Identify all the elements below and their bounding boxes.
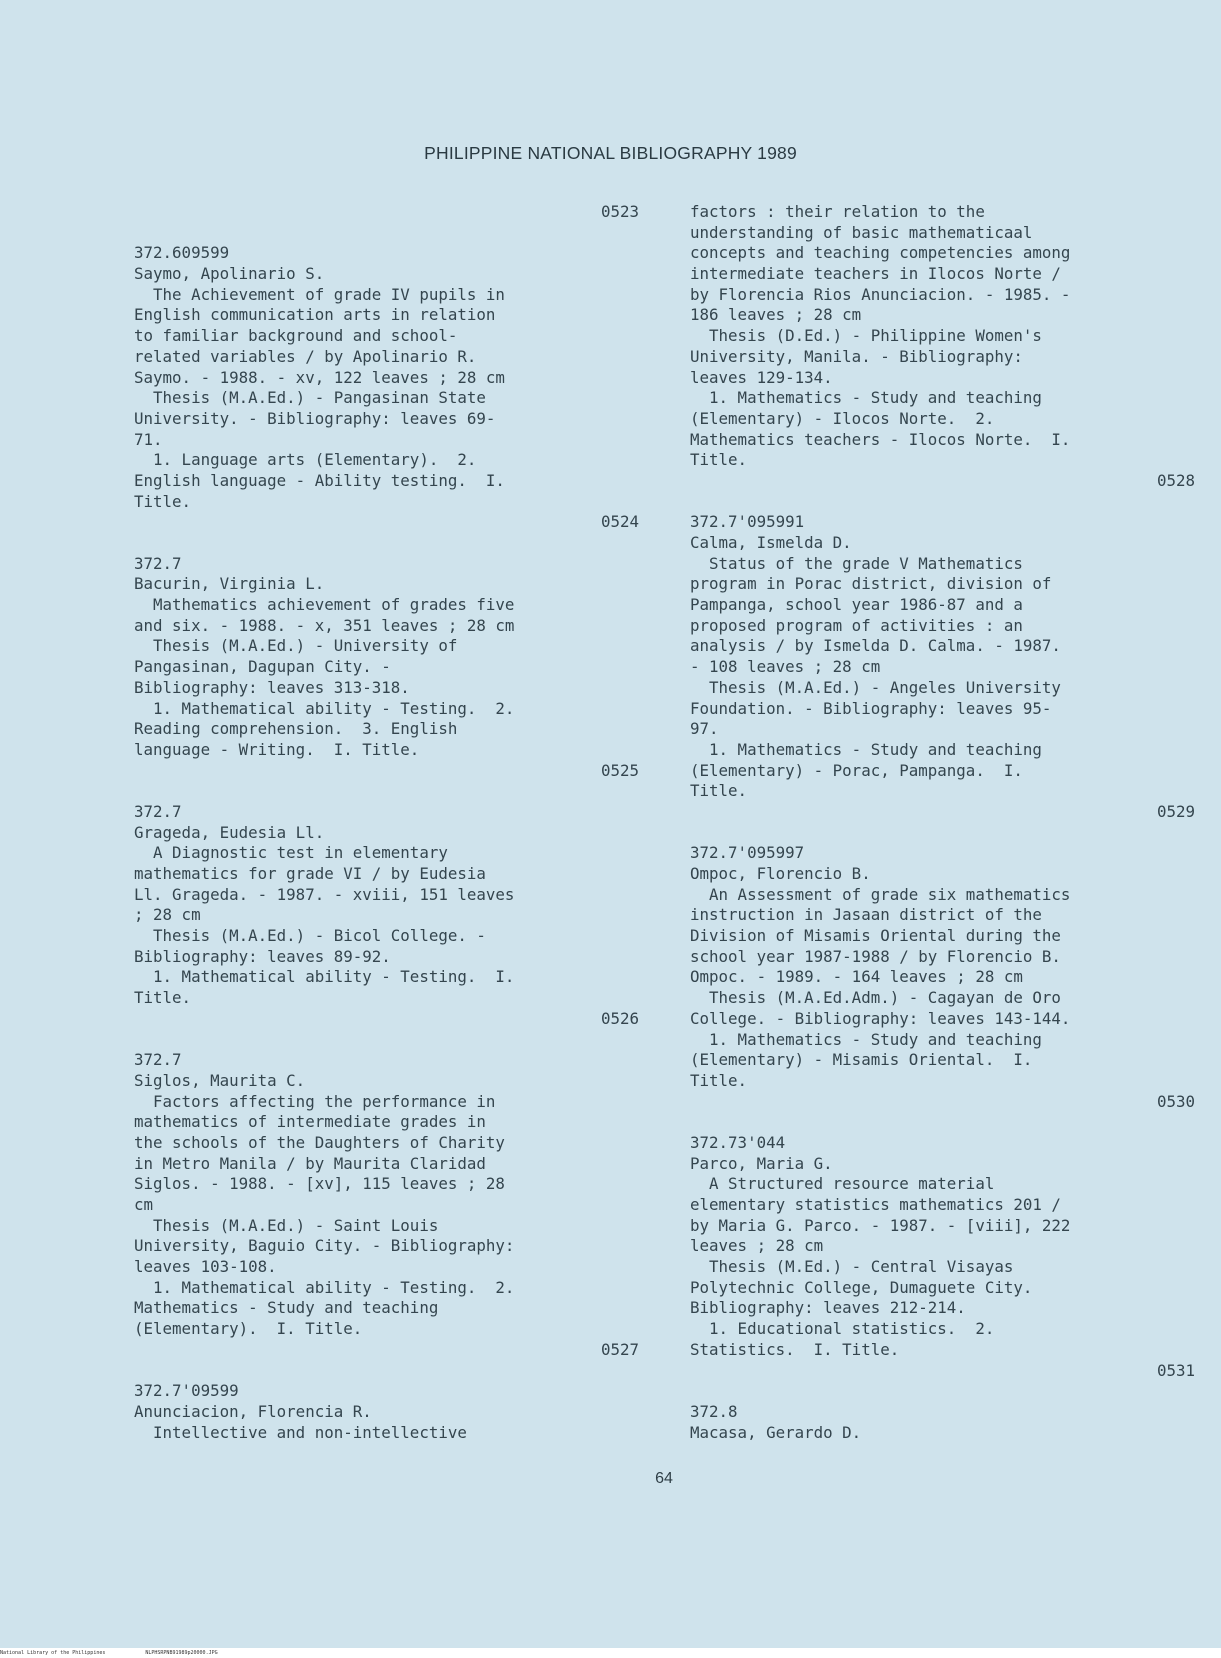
entry-line: program in Porac district, division of [690,574,1052,594]
entry-line: by Florencia Rios Anunciacion. - 1985. - [690,284,1071,304]
entry-line: ; 28 cm [134,905,201,925]
scan-footer [0,1648,1221,1658]
entry-line: Title. [690,450,748,470]
entry-line: (Elementary) - Ilocos Norte. 2. [690,408,995,428]
entry-line: 372.7'095991 [690,512,805,532]
entry-line: proposed program of activities : an [690,615,1023,635]
entry-line: A Structured resource material [690,1174,995,1194]
entry-line: Foundation. - Bibliography: leaves 95- [690,698,1052,718]
entry-line: elementary statistics mathematics 201 / [690,1195,1061,1214]
entry-line: (Elementary) - Porac, Pampanga. I. [690,760,1023,780]
page-number: 64 [655,1470,673,1487]
entry-line: Ll. Grageda. - 1987. - xviii, 151 leaves [134,884,515,904]
entry-line: 372.7 [134,801,182,821]
entry-line: Statistics. I. Title. [690,1339,900,1359]
entry-number: 0524 [600,512,639,532]
entry-line [134,223,639,244]
entry-line: 372.7'09599 [134,1381,239,1401]
entry-line: Bacurin, Virginia L. [134,574,325,594]
footer-library: National Library of the Philippines [0,1650,106,1656]
entry-line: Title. [134,491,192,511]
entry-line: Thesis (D.Ed.) - Philippine Women's [690,326,1042,346]
left-column [134,202,639,1443]
entry-number: 0525 [600,760,639,780]
entry-line: Saymo. - 1988. - xv, 122 leaves ; 28 cm [134,367,505,387]
entry-line: Macasa, Gerardo D. [690,1422,862,1442]
entry-line: Thesis (M.A.Ed.Adm.) - Cagayan de Oro [690,988,1061,1008]
entry-line: Siglos. - 1988. - [xv], 115 leaves ; 28 [134,1174,505,1194]
entry-line: Siglos, Maurita C. [134,1070,306,1090]
entry-line: Parco, Maria G. [690,1153,833,1173]
entry-line: to familiar background and school- [134,326,458,346]
entry-line: Thesis (M.Ed.) - Central Visayas [690,1257,1014,1277]
entry-line: Thesis (M.A.Ed.) - Angeles University [690,677,1061,697]
entry-number: 0526 [600,1008,639,1028]
entry-line: factors : their relation to the [690,202,985,221]
entry-line: Mathematics achievement of grades five [134,595,515,615]
entry-line: Ompoc. - 1989. - 164 leaves ; 28 cm [690,967,1023,987]
entry-number: 0529 [1156,801,1195,821]
entry-line: Bibliography: leaves 89-92. [134,946,391,966]
entry-line [134,1361,639,1382]
entry-line: Status of the grade V Mathematics [690,553,1023,573]
entry-line: The Achievement of grade IV pupils in [134,284,505,304]
entry-line: Thesis (M.A.Ed.) - Saint Louis [134,1215,439,1235]
entry-line: University, Baguio City. - Bibliography: [134,1236,515,1256]
entry-line: 1. Mathematical ability - Testing. 2. [134,1277,515,1297]
entry-line: 1. Mathematical ability - Testing. 2. [134,698,515,718]
entry-line [134,1030,639,1051]
entry-line: 186 leaves ; 28 cm [690,305,862,325]
entry-line: An Assessment of grade six mathematics [690,884,1071,904]
entry-line: University. - Bibliography: leaves 69- [134,408,496,428]
entry-line: Title. [134,988,192,1008]
entry-line: Factors affecting the performance in [134,1091,496,1111]
entry-line: Anunciacion, Florencia R. [134,1401,372,1421]
entry-line: 372.73'044 [690,1132,786,1152]
entry-line: language - Writing. I. Title. [134,739,420,759]
entry-line [690,1381,1195,1402]
entry-line [690,492,1195,513]
entry-line: 372.7 [134,1050,182,1070]
entry-line: (Elementary). I. Title. [134,1319,363,1339]
entry-line: 372.7'095997 [690,843,805,863]
entry-line: 372.8 [690,1401,738,1421]
page-header: PHILIPPINE NATIONAL BIBLIOGRAPHY 1989 [424,143,797,163]
entry-line: A Diagnostic test in elementary [134,843,448,863]
entry-line: 1. Mathematics - Study and teaching [690,388,1042,408]
entry-line: Pangasinan, Dagupan City. - [134,657,391,677]
entry-line [690,823,1195,844]
entry-line: 1. Mathematics - Study and teaching [690,1029,1042,1049]
entry-line: 1. Educational statistics. 2. [690,1319,995,1339]
entry-line: cm [134,1195,154,1214]
entry-line: leaves 103-108. [134,1257,277,1277]
entry-number: 0528 [1156,470,1195,490]
entry-line: the schools of the Daughters of Charity [134,1132,505,1152]
entry-line: in Metro Manila / by Maurita Claridad [134,1153,486,1173]
entry-line: Thesis (M.A.Ed.) - Pangasinan State [134,388,486,408]
entry-line: understanding of basic mathematicaal [690,222,1033,242]
entry-line: 1. Mathematical ability - Testing. I. [134,967,515,987]
entry-line: Grageda, Eudesia Ll. [134,822,325,842]
entry-number: 0527 [600,1339,639,1359]
entry-line: Thesis (M.A.Ed.) - Bicol College. - [134,926,486,946]
entry-line: Polytechnic College, Dumaguete City. [690,1277,1033,1297]
entry-number: 0531 [1156,1360,1195,1380]
entry-line: Division of Misamis Oriental during the [690,926,1061,946]
entry-line: instruction in Jasaan district of the [690,905,1042,925]
entry-line: Mathematics teachers - Ilocos Norte. I. [690,429,1071,449]
entry-line: intermediate teachers in Ilocos Norte / [690,264,1061,284]
entry-line: 1. Mathematics - Study and teaching [690,739,1042,759]
entry-line: Bibliography: leaves 212-214. [690,1298,966,1318]
entry-line: Bibliography: leaves 313-318. [134,677,410,697]
entry-line: related variables / by Apolinario R. [134,346,477,366]
entry-line: Thesis (M.A.Ed.) - University of [134,636,458,656]
entry-line: - 108 leaves ; 28 cm [690,657,881,677]
entry-line: College. - Bibliography: leaves 143-144. [690,1008,1071,1028]
entry-line [134,781,639,802]
entry-line [690,1112,1195,1133]
entry-line: Mathematics - Study and teaching [134,1298,439,1318]
entry-line: mathematics for grade VI / by Eudesia [134,864,486,883]
entry-line: English language - Ability testing. I. [134,470,505,490]
entry-line: Calma, Ismelda D. [690,533,852,552]
entry-line: Intellective and non-intellective [134,1422,467,1442]
entry-number: 0523 [600,202,639,221]
entry-line: leaves 129-134. [690,367,833,387]
entry-line: Reading comprehension. 3. English [134,719,458,739]
entry-line: University, Manila. - Bibliography: [690,346,1023,366]
entry-line: leaves ; 28 cm [690,1236,824,1256]
entry-line: (Elementary) - Misamis Oriental. I. [690,1050,1033,1070]
entry-line: Pampanga, school year 1986-87 and a [690,595,1023,615]
entry-line: Saymo, Apolinario S. [134,264,325,284]
entry-line: by Maria G. Parco. - 1987. - [viii], 222 [690,1215,1071,1235]
entry-line: Title. [690,781,748,801]
entry-line: concepts and teaching competencies among [690,243,1071,263]
entry-line: 97. [690,719,719,739]
entry-line: Title. [690,1070,748,1090]
entry-line: analysis / by Ismelda D. Calma. - 1987. [690,636,1061,656]
entry-line: school year 1987-1988 / by Florencio B. [690,946,1061,966]
entry-line: English communication arts in relation [134,305,496,325]
entry-line: 1. Language arts (Elementary). 2. [134,450,477,470]
entry-line: Ompoc, Florencio B. [690,864,871,883]
entry-line: 372.7 [134,553,182,573]
footer-file: NLPHSRPNB91989p20000.JPG [145,1650,218,1656]
entry-line [134,533,639,554]
entry-number: 0530 [1156,1091,1195,1111]
entry-line: 372.609599 [134,243,230,263]
entry-line: mathematics of intermediate grades in [134,1112,486,1132]
entry-line: 71. [134,429,163,449]
entry-line: and six. - 1988. - x, 351 leaves ; 28 cm [134,615,515,635]
right-column [690,202,1195,1443]
